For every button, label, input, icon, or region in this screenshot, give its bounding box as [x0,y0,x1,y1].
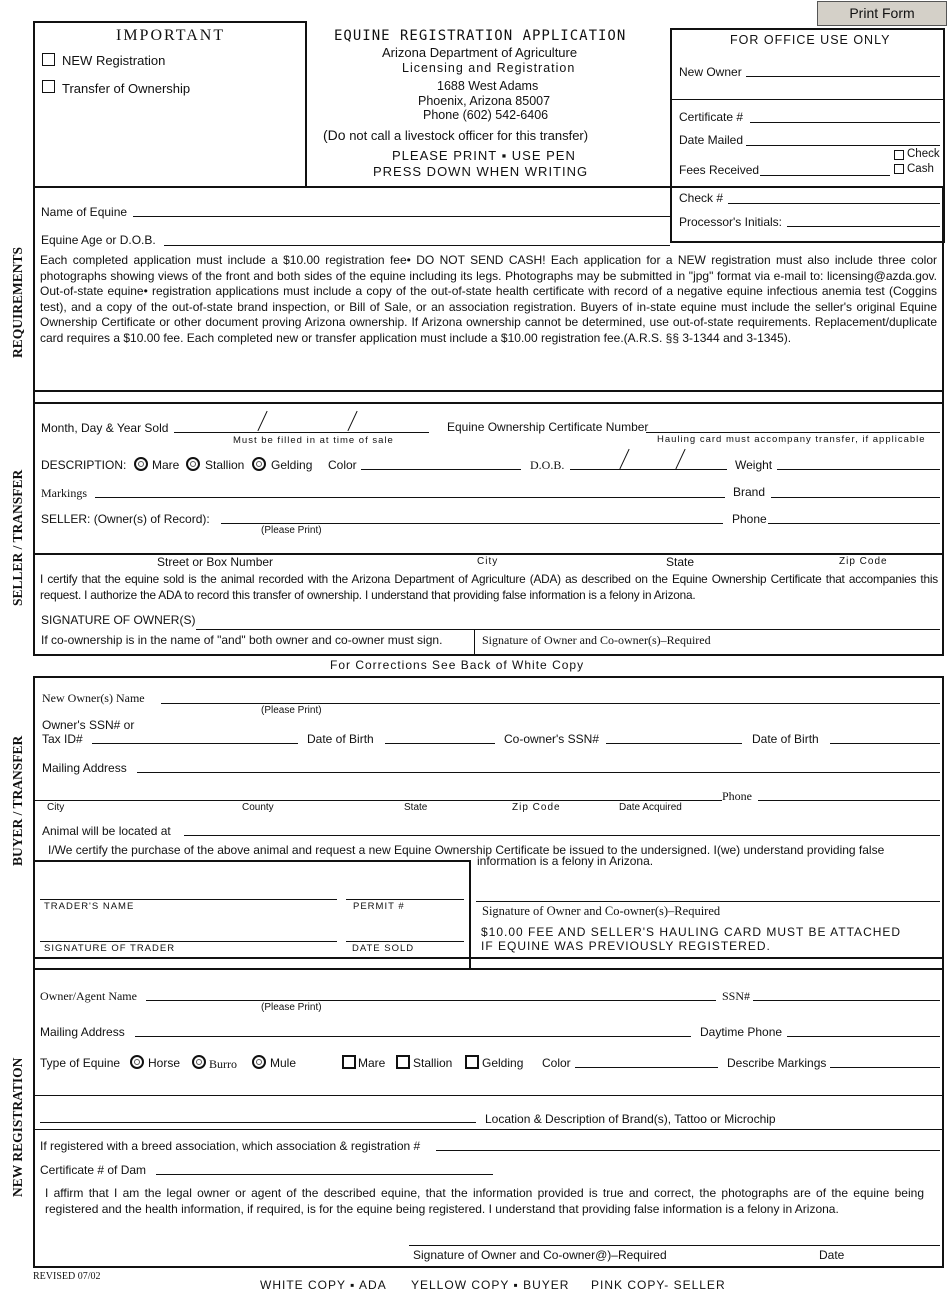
office-certificate-line[interactable] [750,122,940,123]
signature-of-owners-label: SIGNATURE OF OWNER(S) [41,613,196,627]
office-new-owner-label: New Owner [679,65,742,79]
officer-note-rest: not call a livestock officer for this transfer) [349,128,589,143]
color-label: Color [328,458,357,472]
trader-sig-line[interactable] [40,941,337,942]
dob-label: D.O.B. [530,458,565,472]
office-date-mailed-line[interactable] [746,145,940,146]
located-input[interactable] [184,835,940,836]
mule-label: Mule [270,1056,297,1070]
daytime-phone-label: Daytime Phone [700,1025,783,1039]
office-date-mailed-label: Date Mailed [679,133,744,147]
newreg-sig-input[interactable] [409,1245,940,1246]
permit-label: PERMIT # [353,901,405,912]
equine-age-label: Equine Age or D.O.B. [41,233,156,247]
brand-input[interactable] [771,497,940,498]
dob-input[interactable] [570,469,727,470]
markings-input[interactable] [95,497,725,498]
form-title: EQUINE REGISTRATION APPLICATION [334,28,627,44]
location-brand-label: Location & Description of Brand(s), Tattoo or Microchip [485,1112,776,1126]
breed-input[interactable] [436,1150,940,1151]
office-divider [671,99,945,100]
affirm-text: I affirm that I am the legal owner or agent of the described equine, that the information provided is true and correct, the photographs are of the equine being registered and the health information, if required, is for the equine being registered. I understand that providing false information is a felony in Arizona. [45,1186,924,1216]
corrections-note: For Corrections See Back of White Copy [330,658,585,672]
cert-dam-input[interactable] [156,1174,493,1175]
state-label: State [666,555,695,569]
seller-top-divider [33,402,944,404]
office-use-title: FOR OFFICE USE ONLY [730,33,891,47]
newreg-stallion-label: Stallion [413,1056,453,1070]
dob-coowner-label: Date of Birth [752,732,819,746]
newreg-mare-checkbox[interactable] [342,1055,356,1069]
buyer-bottom-divider [33,957,944,959]
mare-label: Mare [152,458,180,472]
buyer-city-label: City [47,802,65,813]
name-of-equine-label: Name of Equine [41,205,128,219]
buyer-title: BUYER / TRANSFER [10,735,25,866]
located-label: Animal will be located at [42,824,171,838]
description-label: DESCRIPTION: [41,458,127,472]
buyer-phone-input[interactable] [758,800,940,801]
seller-sig-required: Signature of Owner and Co-owner(s)–Required [482,633,711,647]
mare-radio[interactable] [134,457,148,471]
cert-dam-label: Certificate # of Dam [40,1163,147,1177]
dob-buyer-label: Date of Birth [307,732,374,746]
seller-sig-box-left [474,629,475,656]
white-copy-note: WHITE COPY ▪ ADA [260,1278,387,1292]
yellow-copy-note: YELLOW COPY ▪ BUYER [411,1278,570,1292]
office-check-label: Check [907,148,940,160]
new-owner-name-label: New Owner(s) Name [42,691,145,705]
seller-please-print: (Please Print) [261,525,322,536]
buyer-county-label: County [242,802,274,813]
buyer-certify-b: information is a felony in Arizona. [477,854,654,868]
newreg-markings-divider [34,1095,944,1096]
dob-coowner-input[interactable] [830,743,940,744]
breed-label: If registered with a breed association, which association & registration # [40,1139,421,1153]
seller-record-label: SELLER: (Owner(s) of Record): [41,512,210,526]
transfer-checkbox[interactable] [42,80,55,93]
newreg-stallion-checkbox[interactable] [396,1055,410,1069]
newreg-date-label: Date [819,1248,845,1262]
owner-agent-label: Owner/Agent Name [40,989,137,1003]
owners-ssn-label: Owner's SSN# or [42,718,135,732]
dob-buyer-input[interactable] [385,743,495,744]
gelding-radio[interactable] [252,457,266,471]
newreg-color-input[interactable] [575,1067,718,1068]
tax-id-label: Tax ID# [42,732,83,746]
division-name: Licensing and Registration [402,61,576,75]
office-fees-line[interactable] [760,175,890,176]
trader-box-top [34,860,470,862]
stallion-label: Stallion [205,458,245,472]
sig-trader-label: SIGNATURE OF TRADER [44,943,176,954]
date-sold-input[interactable] [174,432,429,433]
type-equine-label: Type of Equine [40,1056,121,1070]
dept-name: Arizona Department of Agriculture [382,45,578,60]
buyer-state-label: State [404,802,428,813]
date-sold-label-trader: DATE SOLD [352,943,415,954]
name-of-equine-input[interactable] [133,216,670,217]
newreg-mailing-label: Mailing Address [40,1025,125,1039]
must-fill-note: Must be filled in at time of sale [233,435,394,446]
revised-note: REVISED 07/02 [33,1271,101,1282]
press-down-line: PRESS DOWN WHEN WRITING [373,164,589,179]
newreg-ssn-input[interactable] [753,1000,940,1001]
permit-line[interactable] [346,899,464,900]
buyer-certify-a: I/We certify the purchase of the above animal and request a new Equine Ownership Certificate be issued to the undersigned. I(we) understand providing false [48,843,885,857]
weight-label: Weight [735,458,773,472]
daytime-phone-input[interactable] [787,1036,940,1037]
mule-radio[interactable] [252,1055,266,1069]
weight-input[interactable] [777,469,940,470]
buyer-sig-required [482,904,720,919]
office-certificate-label: Certificate # [679,110,744,124]
new-registration-label: NEW Registration [62,53,166,68]
office-new-owner-line[interactable] [746,76,940,77]
new-owner-name-input[interactable] [161,703,940,704]
print-form-button[interactable]: Print Form [817,1,947,26]
buyer-sig-required-text: Signature of Owner and Co-owner(s)–Required [482,904,721,918]
burro-label: Burro [209,1057,237,1071]
location-brand-input[interactable] [40,1122,476,1123]
officer-note-do: (Do [323,127,346,143]
fee-note-2: IF EQUINE WAS PREVIOUSLY REGISTERED. [481,939,771,953]
buyer-phone-label: Phone [722,789,752,803]
fee-note-1: $10.00 FEE AND SELLER'S HAULING CARD MUST BE ATTACHED [481,925,902,939]
newreg-ssn-label: SSN# [722,989,751,1003]
cert-number-label: Equine Ownership Certificate Number [447,420,649,434]
newreg-please-print: (Please Print) [261,1002,322,1013]
gelding-label: Gelding [271,458,313,472]
city-label: City [477,556,499,567]
color-input[interactable] [361,469,521,470]
horse-label: Horse [148,1056,181,1070]
address-line-1: 1688 West Adams [437,79,539,93]
street-label: Street or Box Number [157,555,274,569]
newreg-title: NEW REGISTRATION [10,1057,25,1197]
stallion-radio[interactable] [186,457,200,471]
newreg-gelding-checkbox[interactable] [465,1055,479,1069]
tax-id-input[interactable] [92,743,298,744]
requirements-divider [670,241,945,243]
buyer-mailing-input[interactable] [137,772,940,773]
office-processor-label: Processor's Initials: [679,215,782,229]
newreg-gelding-label: Gelding [482,1056,524,1070]
seller-title: SELLER / TRANSFER [10,469,25,606]
date-sold-label: Month, Day & Year Sold [41,421,169,435]
coowner-ssn-label: Co-owner's SSN# [504,732,599,746]
coownership-note: If co-ownership is in the name of "and" both owner and co-owner must sign. [41,633,443,647]
buyer-city-divider [34,800,722,801]
address-line-2: Phoenix, Arizona 85007 [418,94,551,108]
coowner-ssn-input[interactable] [606,743,742,744]
officer-note [323,127,588,143]
newreg-mailing-input[interactable] [135,1036,691,1037]
office-cash-label: Cash [907,163,934,175]
owner-agent-input[interactable] [146,1000,716,1001]
important-box [33,21,307,188]
trader-box-right [469,860,471,970]
newreg-location-divider [34,1129,944,1130]
please-print-line: PLEASE PRINT ▪ USE PEN [392,148,576,163]
describe-markings-text: Describe Markings [727,1056,827,1070]
seller-phone-input[interactable] [768,523,940,524]
newreg-sig-label: Signature of Owner and Co-owner@)–Required [413,1248,667,1262]
seller-signature-line[interactable] [196,629,940,630]
describe-markings-input[interactable] [830,1067,940,1068]
zip-label: Zip Code [839,556,888,567]
buyer-mailing-label: Mailing Address [42,761,127,775]
new-registration-checkbox[interactable] [42,53,55,66]
buyer-please-print: (Please Print) [261,705,322,716]
brand-label: Brand [733,485,766,499]
equine-age-input[interactable] [164,245,670,246]
date-acquired-label: Date Acquired [619,802,682,813]
transfer-label: Transfer of Ownership [62,81,191,96]
date-sold-line[interactable] [346,941,464,942]
requirements-text: Each completed application must include a $10.00 registration fee• DO NOT SEND CASH! Each application for a NEW registration must also include three color photographs showing views of the front and both sides of the equine including its legs. Photographs may be submitted in "jpg" format via e-mail to: licensing@azda.gov. Out-of-state equine• registration applications must include a copy of the out-of-state health certificate with record of a negative equine infectious anemia test (Coggins test), and a copy of the out-of-state brand inspection, or Bill of Sale, or an association registration. Buyers of in-state equine must include the seller's original Equine Ownership Certificate or other document proving Arizona ownership. If Arizona ownership cannot be determined, use out-of-state requirements. Replacement/duplicate card requires a $10.00 fee. Each completed new or transfer application must include a $10.00 registration fee.(A.R.S. §§ 3-1344 and 3-1345). [40,253,937,345]
buyer-zip-label: Zip Code [512,802,561,813]
trader-name-line[interactable] [40,899,337,900]
office-check-no-label: Check # [679,191,724,205]
phone-line: Phone (602) 542-6406 [423,108,549,122]
seller-certify-text: I certify that the equine sold is the animal recorded with the Arizona Department of Agriculture (ADA) as described on the Equine Ownership Certificate that accompanies this request. I authorize the ADA to record this transfer of ownership. I understand that providing false information is a felony in Arizona. [40,572,938,602]
newreg-mare-label: Mare [358,1056,386,1070]
pink-copy-note: PINK COPY- SELLER [591,1278,726,1292]
important-title: IMPORTANT [116,27,226,44]
hauling-note: Hauling card must accompany transfer, if applicable [657,434,926,445]
markings-label: Markings [41,486,87,500]
requirements-title: REQUIREMENTS [10,246,25,358]
office-fees-label: Fees Received [679,163,760,177]
newreg-color-label: Color [542,1056,571,1070]
buyer-sig-line[interactable] [476,901,940,902]
office-cash-checkbox[interactable] [894,164,904,174]
seller-record-input[interactable] [221,523,723,524]
office-check-checkbox[interactable] [894,150,904,160]
traders-name-label: TRADER'S NAME [44,901,135,912]
burro-radio[interactable] [192,1055,206,1069]
horse-radio[interactable] [130,1055,144,1069]
cert-number-input[interactable] [646,432,940,433]
seller-phone-label: Phone [732,512,767,526]
describe-markings-label [727,1056,826,1070]
